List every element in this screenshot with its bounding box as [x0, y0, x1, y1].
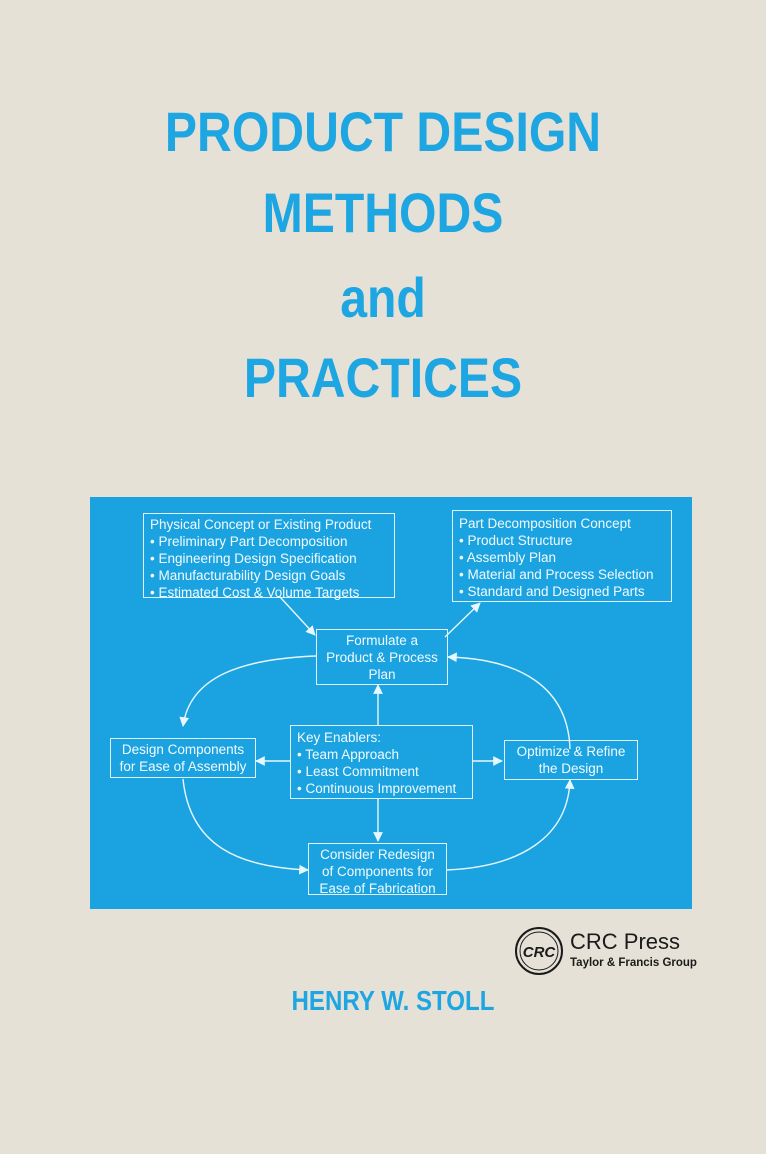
key-enablers-item: • Team Approach — [297, 747, 400, 762]
consider-redesign-box — [308, 843, 447, 895]
physical-concept-heading: Physical Concept or Existing Product — [150, 517, 372, 532]
design-components-line: Design Components — [121, 742, 245, 757]
part-decomposition-heading: Part Decomposition Concept — [459, 516, 631, 531]
formulate-line: Formulate a — [345, 633, 419, 648]
formulate-line: Product & Process — [326, 650, 438, 665]
process-diagram — [90, 497, 692, 909]
part-decomposition-item: • Product Structure — [459, 533, 573, 548]
title-line-1: PRODUCT DESIGN — [164, 100, 602, 163]
optimize-line: the Design — [538, 761, 604, 776]
design-components-line: for Ease of Assembly — [119, 759, 247, 774]
key-enablers-box — [290, 725, 473, 799]
publisher-tagline: Taylor & Francis Group — [570, 957, 697, 969]
part-decomposition-item: • Material and Process Selection — [459, 567, 654, 582]
author-name: HENRY W. STOLL — [291, 985, 495, 1016]
key-enablers-item: • Least Commitment — [297, 764, 419, 779]
key-enablers-item: • Continuous Improvement — [297, 781, 457, 796]
crc-logo-text: CRC — [522, 944, 556, 961]
key-enablers-heading: Key Enablers: — [297, 730, 382, 745]
part-decomposition-item: • Standard and Designed Parts — [459, 584, 645, 599]
physical-concept-item: • Engineering Design Specification — [150, 551, 357, 566]
title-line-4: PRACTICES — [243, 346, 523, 409]
formulate-plan-box — [316, 629, 448, 685]
arrow-concept-to-formulate — [280, 597, 315, 635]
optimize-refine-box — [504, 740, 638, 780]
publisher-name: CRC Press — [570, 929, 681, 954]
physical-concept-box — [143, 513, 395, 598]
physical-concept-item: • Estimated Cost & Volume Targets — [150, 585, 360, 600]
formulate-line: Plan — [368, 667, 396, 682]
consider-redesign-line: Ease of Fabrication — [319, 881, 436, 896]
design-components-box — [110, 738, 256, 778]
physical-concept-item: • Preliminary Part Decomposition — [150, 534, 348, 549]
arrow-formulate-to-design — [183, 656, 316, 726]
physical-concept-item: • Manufacturability Design Goals — [150, 568, 346, 583]
part-decomposition-box — [452, 510, 672, 602]
title-line-2: METHODS — [262, 181, 504, 244]
optimize-line: Optimize & Refine — [516, 744, 626, 759]
publisher-block — [513, 925, 713, 975]
part-decomposition-item: • Assembly Plan — [459, 550, 557, 565]
crc-logo-icon — [513, 925, 565, 977]
consider-redesign-line: of Components for — [321, 864, 434, 879]
title-line-3: and — [340, 266, 426, 329]
arrow-formulate-to-decomposition — [445, 603, 480, 637]
consider-redesign-line: Consider Redesign — [320, 847, 435, 862]
